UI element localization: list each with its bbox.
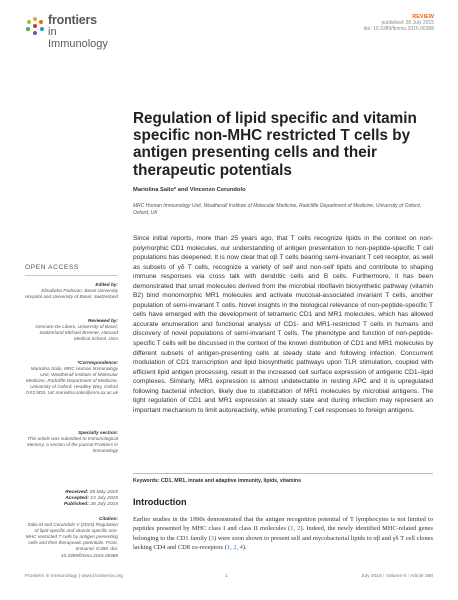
abstract: Since initial reports, more than 25 years ago, that T cells recognize lipids in the context on non-polymorphic CD1 molecules, our understanding of antigen presentation to non-peptide-specific T cell populations has deepened. It is now clear that αβ T cells bearing semi-invariant T cell receptor, as well as subsets of γδ T cells, recognize a variety of self and non-self lipids and contribute to shaping immune responses via cross talk with dendritic cells and B cells. Furthermore, it has been demonstrated that small molecules derived from the microbial riboflavin biosynthetic pathway (vitamin B2) bind monomorphic MR1 molecules and activate mucosal-associated invariant T cells, another population of semi-invariant T cells. Novel insights in the biological relevance of non-peptide-specific T cells have emerged with the development of tetrameric CD1 and MR1 molecules, which has allowed accurate enumeration and functional analysis of CD1- and MR1-restricted T cells in humans and discovery of novel populations of semi-invariant T cells. The phenotype and function of non-peptide-specific T cells will be discussed in the context of the known distribution of CD1 and MR1 molecules by different subsets of antigen-presenting cells at steady state and following infection. Concurrent modulation of CD1 transcription and lipid biosynthetic pathways upon TLR stimulation, coupled with efficient lipid antigen processing, result in the increased cell surface expression of antigenic CD1–lipid complexes. Similarly, MR1 expression is almost undetectable in resting APC and it is upregulated following bacterial infection, likely due to stabilization of MR1 molecules by microbial antigens. The tight regulation of CD1 and MR1 expression at steady state and during infection may represent an important mechanism to limit autoreactivity, while promoting T cell responses to foreign antigens.: [133, 235, 433, 414]
footer-journal[interactable]: Frontiers in Immunology | www.frontiersin.org: [25, 574, 124, 579]
received-label: Received:: [65, 490, 89, 495]
footer-article: Article 388: [409, 574, 433, 579]
citation: [25, 516, 118, 559]
footer-date: July 2015: [360, 574, 382, 579]
keywords-list: CD1, MR1, innate and adaptive immunity, lipids, vitamins: [160, 478, 301, 484]
section-heading: Introduction: [133, 497, 187, 507]
accepted-date: 13 July 2015: [90, 496, 118, 502]
edited-by-label: Edited by:: [95, 282, 118, 287]
page-number: 1: [225, 574, 228, 579]
logo-journal-name: in Immunology: [48, 26, 108, 50]
specialty-section: [25, 430, 118, 454]
doi[interactable]: doi: 10.3389/fimmu.2015.00388: [363, 26, 434, 33]
article-type: REVIEW: [412, 14, 434, 20]
journal-logo: [25, 14, 115, 48]
article-title: Regulation of lipid specific and vitamin specific non-MHC restricted T cells by antigen presenting cells and their therapeutic potentials: [133, 110, 417, 179]
citation-label: Citation:: [98, 516, 118, 521]
footer-volume: Volume 6: [385, 574, 407, 579]
correspondence-value[interactable]: Mariolina Salio, MRC Human Immunology Unit, Weatherall Institute of Molecular Medicine, Radcliffe Department of Medicine, University of Oxford, Headley Way, Oxford OX3 9DS, UK mariolina.salio@imm.ox.ac.uk: [25, 366, 118, 396]
citation-link[interactable]: 3: [210, 534, 214, 542]
footer-separator: |: [383, 574, 385, 579]
footer-separator: |: [407, 574, 409, 579]
correspondence: [25, 360, 118, 397]
footer-issue: [361, 574, 433, 579]
affiliation: MRC Human Immunology Unit, Weatherall Institute of Molecular Medicine, Radcliffe Department of Medicine, University of Oxford, Oxford, UK: [133, 203, 422, 216]
intro-paragraph: Earlier studies in the 1990s demonstrated that the antigen recognition potential of T lymphocytes is not limited to peptides presented by MHC class I and class II molecules (1, 2). Indeed, the newly identified MHC-related genes belonging to the CD1 family (3) were soon shown to present self and mycobacterial lipids to αβ and γδ T cell clones lacking CD4 and CD8 co-receptors (1, 2, 4).: [133, 516, 433, 552]
accepted-label: Accepted:: [65, 496, 89, 502]
edited-by-value: Elisabetta Padovan, Basel University Hospital and University of Basel, Switzerland: [25, 288, 119, 300]
reviewed-by-value: Gennaro De Libero, University of Basel, Switzerland Michael Brenner, Harvard Medical School, USA: [35, 324, 118, 342]
specialty-section-label: Specialty section:: [78, 430, 118, 435]
edited-by: [25, 282, 118, 300]
citation-link[interactable]: 1, 2: [290, 525, 301, 533]
published-date: published: 28 July 2015: [381, 20, 434, 27]
reviewed-by-label: Reviewed by:: [88, 318, 118, 323]
keywords-divider: [133, 473, 433, 474]
received-date: 05 May 2015: [89, 490, 118, 495]
specialty-section-value: This article was submitted to Immunological Memory, a section of the journal Frontiers in Immunology: [26, 436, 118, 454]
citation-link[interactable]: 1, 2, 4: [226, 544, 243, 552]
keywords-label: Keywords:: [133, 478, 160, 484]
open-access-label: OPEN ACCESS: [25, 264, 79, 271]
correspondence-label: *Correspondence:: [77, 360, 118, 365]
sidebar-divider: [25, 275, 118, 276]
reviewed-by: [25, 318, 118, 342]
published-side-date: 28 July 2015: [90, 502, 118, 508]
authors: Mariolina Salio* and Vincenzo Cerundolo: [133, 187, 246, 193]
logo-wordmark: frontiers: [48, 13, 97, 27]
article-meta: [364, 14, 434, 33]
citation-value: Salio M and Cerundolo V (2015) Regulation of lipid specific and vitamin specific non-MHC restricted T cells by antigen presenting cells and their therapeutic potentials. Front. Immunol. 6:388. doi: 10.3389/fimmu.2015.00388: [25, 522, 118, 558]
article-dates: [25, 490, 118, 509]
published-label: Published:: [63, 502, 89, 508]
keywords: [133, 478, 433, 484]
frontiers-dots-icon: [25, 17, 45, 37]
